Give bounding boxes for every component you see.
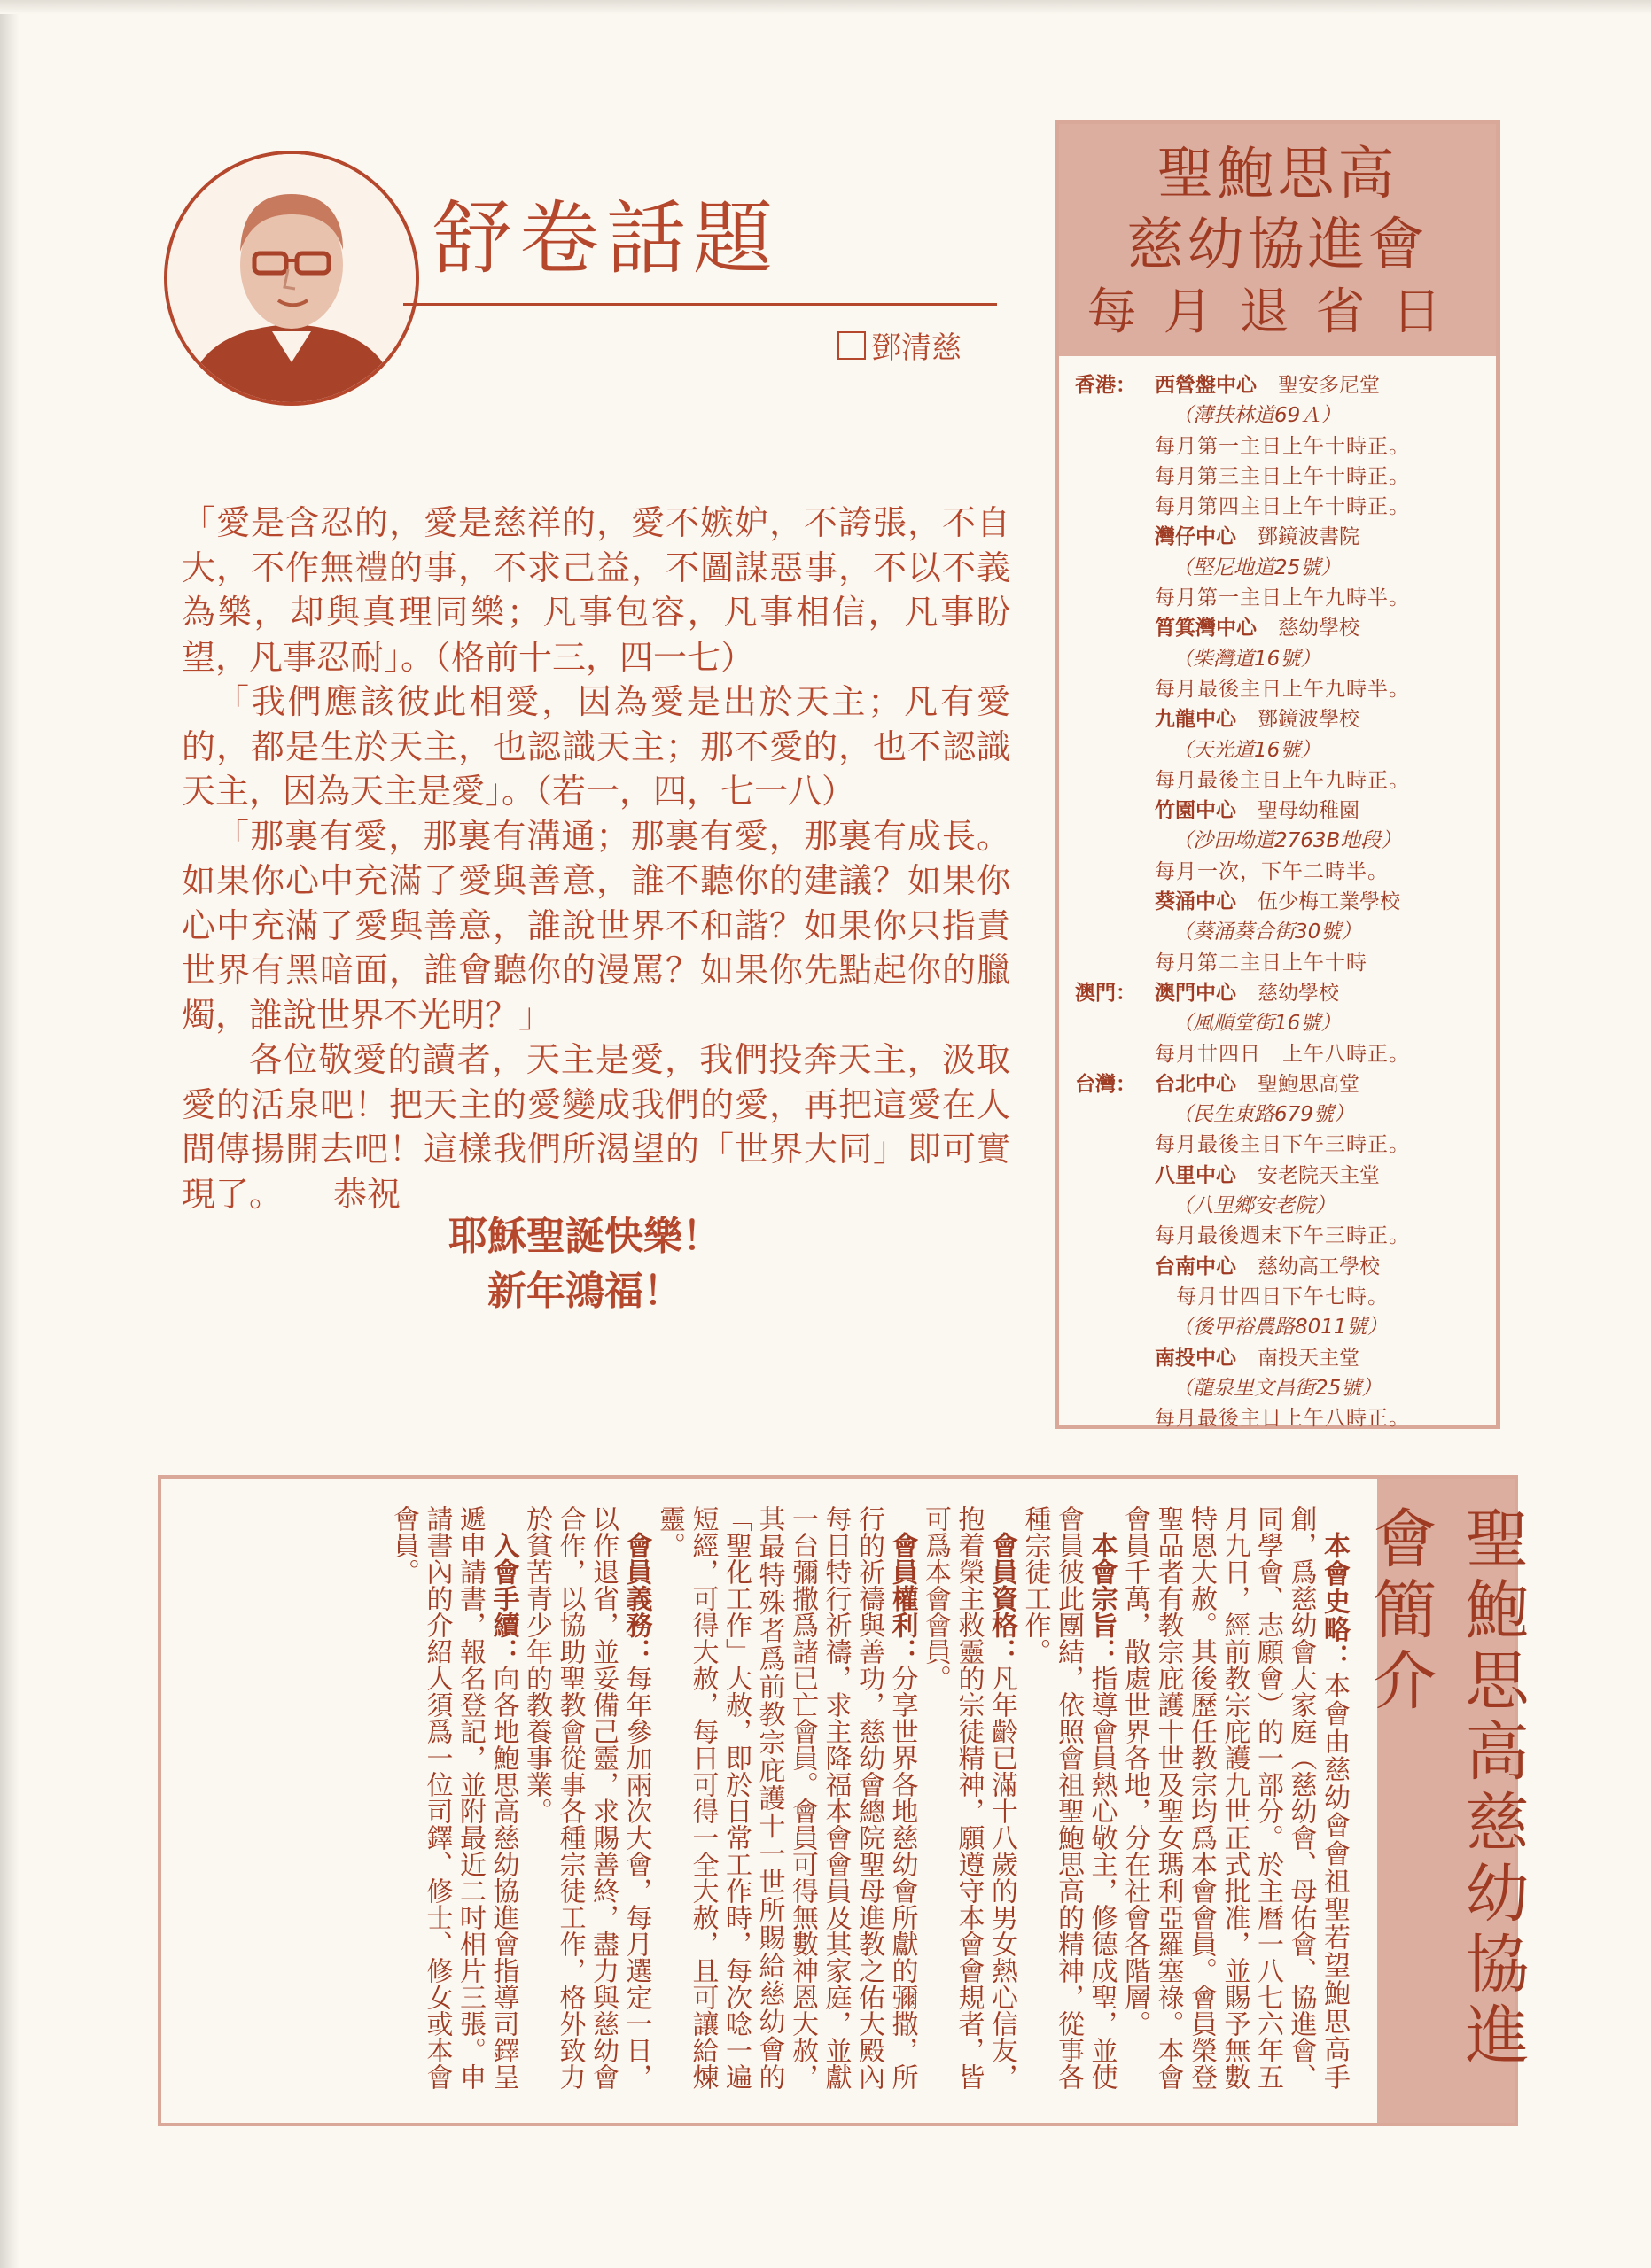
association-introduction bbox=[158, 1475, 1530, 2126]
intro-section-label: 入會手續： bbox=[487, 1532, 519, 1665]
venue-name: 伍少梅工業學校 bbox=[1258, 890, 1400, 914]
venue-name: 聖鮑思高堂 bbox=[1258, 1072, 1359, 1096]
intro-section-text: 本會由慈幼會會祖聖若望鮑思高手創，爲慈幼會大家庭（慈幼會、母佑會、協進會、同學會、志願會）的一部分。於主曆一八七六年五月九日，經前教宗庇護九世正式批准，並賜予無數特恩大赦。其後歷任教宗均爲本會會員。會員榮登聖品者有教宗庇護十世及聖女瑪利亞羅塞祿。本會會員千萬，散處世界各地，分在社會各階層。 bbox=[1119, 1505, 1350, 2090]
retreat-time: 每月最後主日上午九時正。 bbox=[1155, 768, 1410, 792]
article-paragraph: 「那裏有愛，那裏有溝通；那裏有愛，那裏有成長。如果你心中充滿了愛與善意，誰不聽你的建議？如果你心中充滿了愛與善意，誰說世界不和諧？如果你只指責世界有黑暗面，誰會聽你的漫罵？如果你先點起你的臘燭，誰說世界不光明？」 bbox=[182, 816, 1010, 1035]
square-bullet-icon bbox=[837, 331, 866, 360]
retreat-time: 每月第三主日上午十時正。 bbox=[1155, 464, 1410, 488]
retreat-time: 每月第二主日上午十時 bbox=[1155, 951, 1367, 975]
venue-name: 慈幼學校 bbox=[1278, 617, 1359, 641]
retreat-time: 每月一次，下午二時半。 bbox=[1155, 859, 1389, 883]
retreat-heading-line: 聖鮑思高 bbox=[1156, 142, 1398, 207]
greeting-line: 新年鴻福！ bbox=[487, 1269, 682, 1314]
center-name: 筲箕灣中心 bbox=[1155, 617, 1257, 641]
center-name: 南投中心 bbox=[1155, 1346, 1236, 1370]
venue-name: 聖安多尼堂 bbox=[1278, 374, 1380, 397]
introduction-header bbox=[1362, 1479, 1530, 2123]
center-name: 葵涌中心 bbox=[1155, 890, 1236, 914]
monthly-retreat-panel bbox=[1055, 120, 1500, 1429]
intro-section-label: 會員義務： bbox=[620, 1532, 652, 1665]
venue-address: （堅尼地道25號） bbox=[1172, 555, 1342, 579]
center-name: 西營盤中心 bbox=[1155, 374, 1257, 397]
retreat-center-row bbox=[1075, 1252, 1496, 1282]
retreat-heading-line: 每月退省日 bbox=[1086, 284, 1468, 341]
intro-section bbox=[919, 1505, 1019, 2090]
venue-address: （天光道16號） bbox=[1172, 738, 1321, 762]
venue-address: （柴灣道16號） bbox=[1172, 647, 1321, 671]
page-top-edge bbox=[0, 0, 1651, 14]
center-name: 灣仔中心 bbox=[1155, 525, 1236, 549]
venue-name: 鄧鏡波書院 bbox=[1258, 525, 1359, 549]
retreat-center-row bbox=[1075, 613, 1496, 643]
venue-address: （薄扶林道69Ａ） bbox=[1172, 404, 1342, 428]
venue-name: 鄧鏡波學校 bbox=[1258, 708, 1359, 732]
retreat-center-row bbox=[1075, 887, 1496, 917]
venue-address: （民生東路679號） bbox=[1172, 1103, 1354, 1127]
venue-address: （後甲裕農路8011號） bbox=[1172, 1316, 1388, 1340]
venue-name: 聖母幼稚園 bbox=[1258, 799, 1359, 823]
center-name: 台北中心 bbox=[1155, 1072, 1236, 1096]
venue-name: 慈幼學校 bbox=[1258, 981, 1339, 1005]
introduction-heading: 聖鮑思高慈幼協進會簡介 bbox=[1362, 1505, 1530, 2072]
retreat-center-row bbox=[1075, 704, 1496, 734]
center-name: 竹園中心 bbox=[1155, 799, 1236, 823]
center-name: 台南中心 bbox=[1155, 1254, 1236, 1278]
intro-section-text: 分享世界各地慈幼會所獻的彌撒，所行的祈禱與善功，慈幼會總院聖母進教之佑大殿內每日特行祈禱，求主降福本會會員及其家庭，並獻一台彌撒爲諸已亡會員。會員可得無數神恩大赦，其最特殊者爲前教宗庇護十一世所賜給慈幼會的「聖化工作」大赦，即於日常工作時，每次唸一遍短經，可得大赦，每日可得一全大赦，且可讓給煉靈。 bbox=[654, 1505, 918, 2090]
retreat-time: 每月最後主日下午三時正。 bbox=[1155, 1133, 1410, 1157]
page-binding-edge bbox=[0, 0, 19, 2268]
author-portrait bbox=[164, 151, 419, 406]
intro-section-text: 指導會員熱心敬主，修德成聖，並使會員彼此團結，依照會祖聖鮑思高的精神，從事各種宗徒工作。 bbox=[1019, 1505, 1118, 2090]
title-divider bbox=[403, 303, 997, 306]
author-name: 鄧清慈 bbox=[871, 330, 962, 366]
intro-section-label: 本會史略： bbox=[1319, 1532, 1350, 1672]
venue-address: （龍泉里文昌街25號） bbox=[1172, 1376, 1382, 1400]
retreat-center-row bbox=[1075, 1343, 1496, 1373]
intro-section bbox=[520, 1505, 653, 2090]
retreat-time: 每月第一主日上午九時半。 bbox=[1155, 586, 1410, 610]
greeting-line: 耶穌聖誕快樂！ bbox=[448, 1214, 721, 1259]
region-label: 澳門： bbox=[1075, 981, 1136, 1005]
intro-section-text: 凡年齡已滿十八歲的男女熱心信友，抱着榮主救靈的宗徒精神，願遵守本會會規者，皆可爲本會會員。 bbox=[920, 1505, 1017, 2090]
article-paragraph: 「我們應該彼此相愛，因為愛是出於天主；凡有愛的，都是生於天主，也認識天主；那不愛的，也不認識天主，因為天主是愛」。（若一，四，七一八） bbox=[182, 682, 1010, 811]
retreat-heading-line: 慈幼協進會 bbox=[1126, 213, 1429, 278]
venue-name: 南投天主堂 bbox=[1258, 1346, 1359, 1370]
intro-section-label: 會員權利： bbox=[886, 1532, 918, 1665]
retreat-schedule-list bbox=[1075, 370, 1496, 1433]
retreat-time: 每月最後主日上午八時正。 bbox=[1155, 1407, 1410, 1431]
center-name: 八里中心 bbox=[1155, 1163, 1236, 1187]
page-title: 舒卷話題 bbox=[432, 192, 780, 285]
retreat-center-row bbox=[1075, 1161, 1496, 1191]
introduction-body bbox=[172, 1505, 1351, 2090]
article-body bbox=[182, 501, 1010, 1216]
intro-section bbox=[1118, 1505, 1351, 2090]
venue-address: （沙田坳道2763B地段） bbox=[1172, 829, 1402, 853]
author-byline bbox=[837, 323, 962, 367]
intro-section-text: 向各地鮑思高慈幼協進會指導司鐸呈遞申請書，報名登記，並附最近二吋相片三張。申請書內的介紹人須爲一位司鐸、修士、修女或本會會員。 bbox=[388, 1505, 519, 2090]
intro-section-label: 本會宗旨： bbox=[1086, 1532, 1118, 1665]
article-paragraph: 各位敬愛的讀者，天主是愛，我們投奔天主，汲取愛的活泉吧！把天主的愛變成我們的愛，再把這愛在人間傳揚開去吧！這樣我們所渴望的「世界大同」即可實現了。 恭祝 bbox=[182, 1040, 1010, 1214]
retreat-time: 每月第四主日上午十時正。 bbox=[1155, 495, 1410, 519]
retreat-panel-header bbox=[1059, 124, 1496, 356]
intro-section bbox=[653, 1505, 919, 2090]
venue-name: 慈幼高工學校 bbox=[1258, 1254, 1380, 1278]
retreat-center-row bbox=[1075, 1069, 1496, 1099]
holiday-greeting bbox=[443, 1209, 727, 1319]
center-name: 澳門中心 bbox=[1155, 981, 1236, 1005]
region-label: 香港： bbox=[1075, 374, 1136, 397]
region-label: 台灣： bbox=[1075, 1072, 1136, 1096]
article-paragraph: 「愛是含忍的，愛是慈祥的，愛不嫉妒，不誇張，不自大，不作無禮的事，不求己益，不圖謀惡事，不以不義為樂，却與真理同樂；凡事包容，凡事相信，凡事盼望，凡事忍耐」。（格前十三，四一七） bbox=[182, 503, 1010, 677]
retreat-center-row bbox=[1075, 370, 1496, 400]
retreat-time: 每月廿四日下午七時。 bbox=[1155, 1285, 1389, 1309]
retreat-time: 每月第一主日上午十時正。 bbox=[1155, 434, 1410, 458]
venue-address: （葵涌葵合街30號） bbox=[1172, 920, 1362, 944]
venue-name: 安老院天主堂 bbox=[1258, 1163, 1380, 1187]
venue-address: （風順堂街16號） bbox=[1172, 1012, 1342, 1036]
retreat-time: 每月最後週末下午三時正。 bbox=[1155, 1224, 1410, 1248]
intro-section-label: 會員資格： bbox=[986, 1532, 1017, 1665]
venue-address: （八里鄉安老院） bbox=[1172, 1194, 1336, 1218]
center-name: 九龍中心 bbox=[1155, 708, 1236, 732]
intro-section bbox=[1018, 1505, 1118, 2090]
intro-section bbox=[387, 1505, 520, 2090]
retreat-center-row bbox=[1075, 796, 1496, 826]
retreat-time: 每月廿四日 上午八時正。 bbox=[1155, 1042, 1410, 1066]
retreat-time: 每月最後主日上午九時半。 bbox=[1155, 677, 1410, 701]
intro-section-text: 每年參加兩次大會，每月選定一日，以作退省，並妥備己靈，求賜善終，盡力與慈幼會合作，以協助聖教會從事各種宗徒工作，格外致力於貧苦青少年的教養事業。 bbox=[521, 1505, 652, 2090]
retreat-center-row bbox=[1075, 522, 1496, 552]
retreat-center-row bbox=[1075, 978, 1496, 1008]
